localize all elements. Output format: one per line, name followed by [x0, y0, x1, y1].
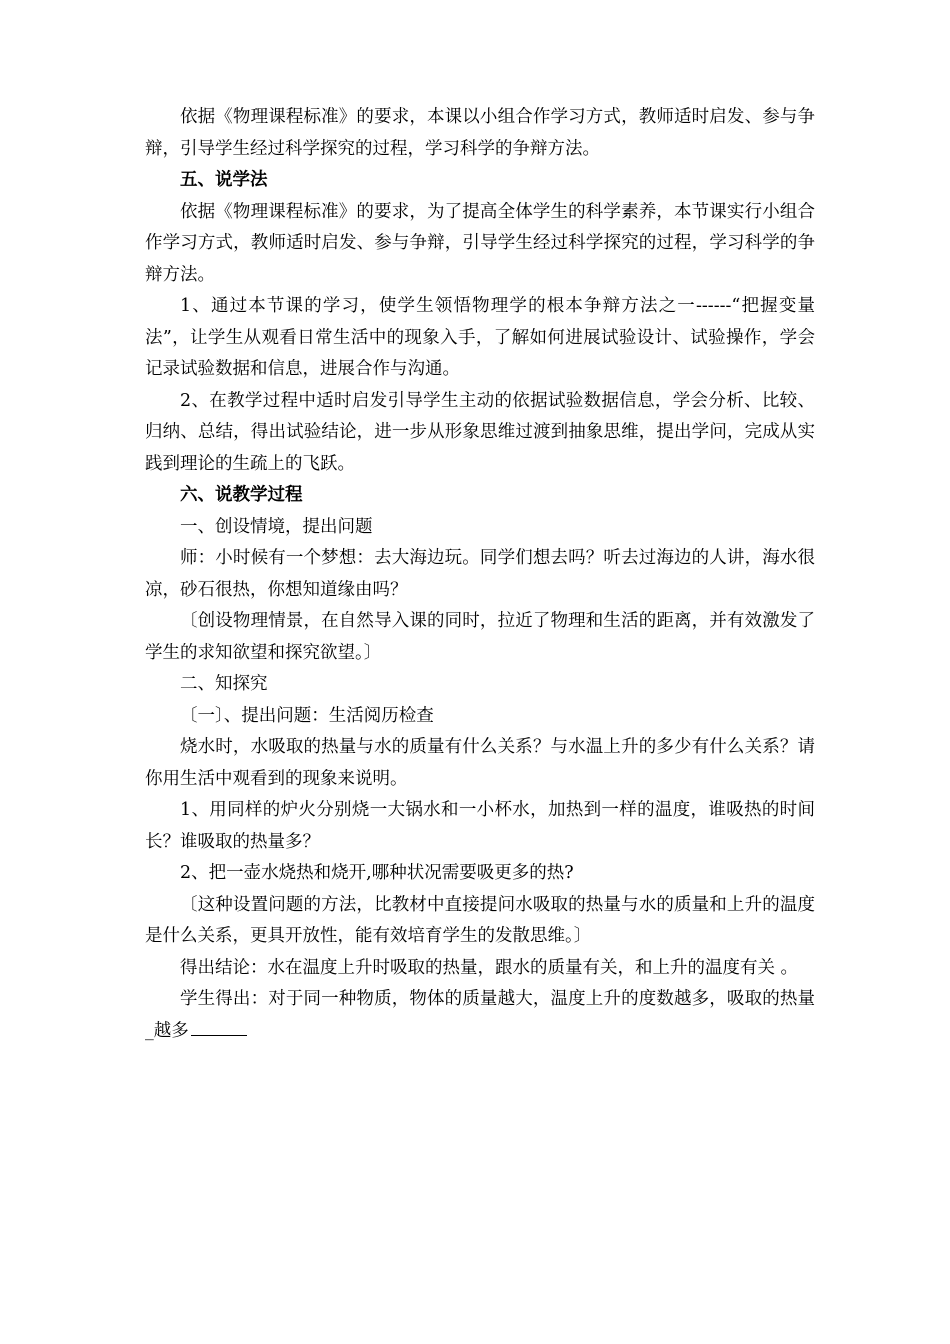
- heading-teaching-process: 六、说教学过程: [180, 485, 303, 505]
- fill-in-blank: [191, 1034, 247, 1036]
- paragraph-section-1: 一、创设情境，提出问题: [180, 516, 373, 537]
- paragraph-point-1: 1、通过本节课的学习，使学生领悟物理学的根本争辩方法之一------“把握变量法”，让学生从观看日常生活中的现象入手，了解如何进展试验设计、试验操作，学会记录试验数据和信息，进展合作与沟通。: [145, 296, 815, 379]
- paragraph-question-1: 1、用同样的炉火分别烧一大锅水和一小杯水，加热到一样的温度，谁吸热的时间长？谁吸取的热量多？: [145, 800, 815, 852]
- student-result-text: 学生得出：对于同一种物质，物体的质量越大，温度上升的度数越多，吸取的热量_越多: [145, 989, 815, 1041]
- heading-learning-method: 五、说学法: [180, 170, 268, 190]
- paragraph-note-2: 〔这种设置问题的方法，比教材中直接提问水吸取的热量与水的质量和上升的温度是什么关系，更具开放性，能有效培育学生的发散思维。〕: [145, 894, 815, 946]
- paragraph-note-1: 〔创设物理情景，在自然导入课的同时，拉近了物理和生活的距离，并有效激发了学生的求知欲望和探究欲望。〕: [145, 611, 815, 663]
- paragraph-section-2: 二、知探究: [180, 674, 268, 694]
- paragraph-question-2: 2、把一壶水烧热和烧开,哪种状况需要吸更多的热?: [180, 863, 574, 883]
- document-page: [145, 102, 815, 1047]
- paragraph-student-result: [145, 984, 815, 1047]
- paragraph-learning-method: 依据《物理课程标准》的要求，为了提高全体学生的科学素养，本节课实行小组合作学习方式，教师适时启发、参与争辩，引导学生经过科学探究的过程，学习科学的争辩方法。: [145, 201, 815, 285]
- paragraph-teaching-method: 依据《物理课程标准》的要求，本课以小组合作学习方式，教师适时启发、参与争辩，引导学生经过科学探究的过程，学习科学的争辩方法。: [145, 107, 815, 159]
- paragraph-question: 烧水时，水吸取的热量与水的质量有什么关系？与水温上升的多少有什么关系？请你用生活中观看到的现象来说明。: [145, 737, 815, 789]
- paragraph-conclusion: 得出结论：水在温度上升时吸取的热量，跟水的质量有关，和上升的温度有关 。: [180, 957, 799, 978]
- paragraph-teacher-intro: 师：小时候有一个梦想：去大海边玩。同学们想去吗？听去过海边的人讲，海水很凉，砂石很热，你想知道缘由吗？: [145, 548, 815, 600]
- paragraph-point-2: 2、在教学过程中适时启发引导学生主动的依据试验数据信息，学会分析、比较、归纳、总结，得出试验结论，进一步从形象思维过渡到抽象思维，提出学问，完成从实践到理论的生疏上的飞跃。: [145, 390, 815, 474]
- paragraph-subsection-1: 〔一〕、提出问题：生活阅历检查: [180, 705, 434, 726]
